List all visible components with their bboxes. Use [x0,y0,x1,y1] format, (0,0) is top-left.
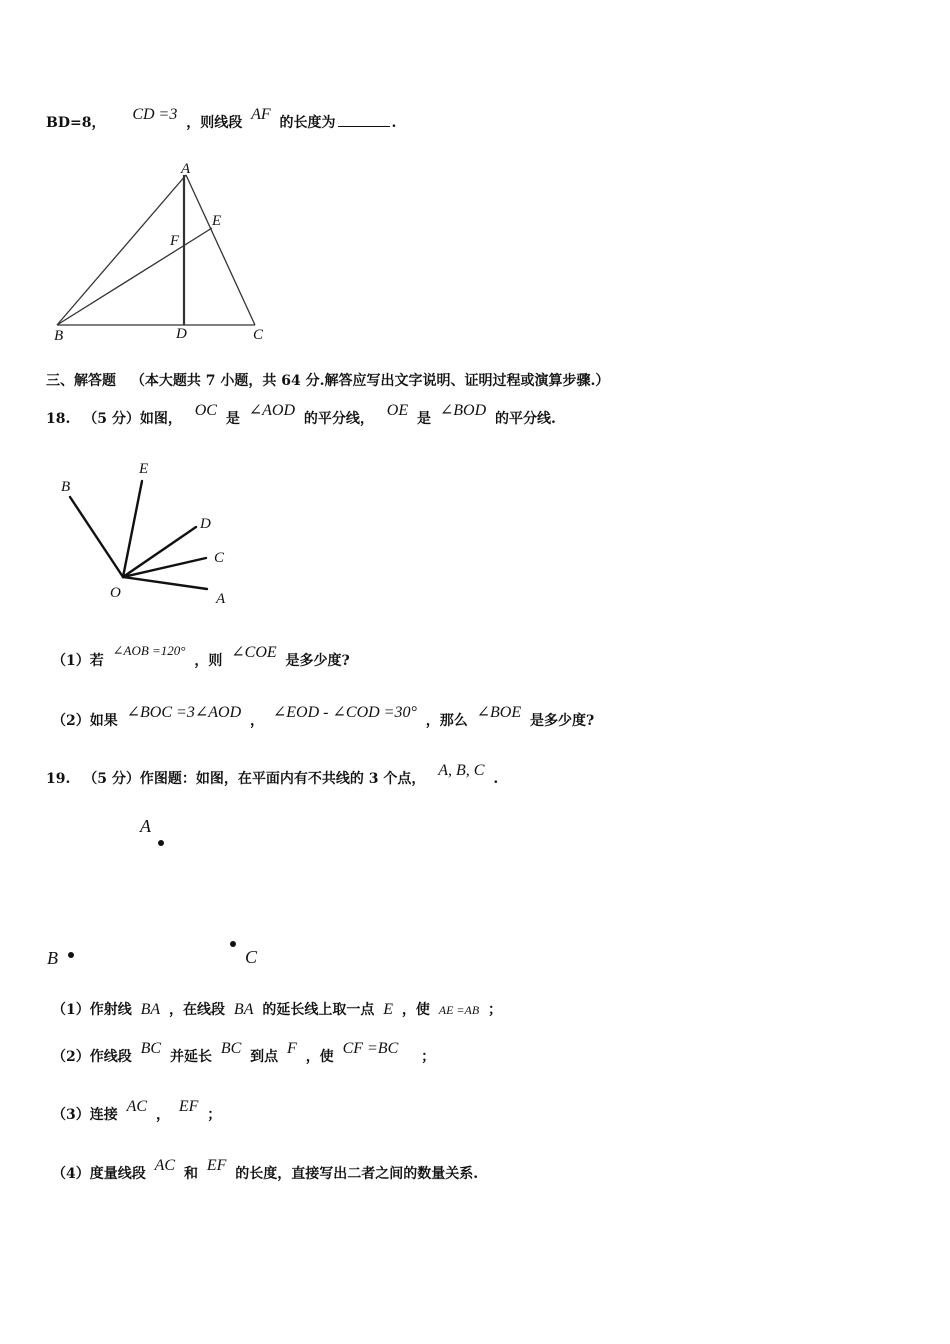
ray-label-c: C [214,550,225,566]
ray-label-b: B [61,479,71,495]
q19-p2-bc2: BC [220,1040,242,1057]
label-f: F [170,233,180,249]
q18-is2: 是 [416,411,431,427]
ray-label-o: O [110,585,121,601]
ray-label-d: D [200,516,211,532]
q19-p1-e: E [383,1001,393,1018]
rays-figure [55,455,255,615]
q18-bisector2: 的平分线. [495,411,556,427]
q18-part2 [52,704,595,730]
q19-p4-tail: 的长度，直接写出二者之间的数量关系. [235,1166,479,1182]
label-c: C [253,327,264,343]
label-b: B [54,328,64,344]
q18-p2-label: （2）如果 [52,713,118,729]
q19-p4-and: 和 [183,1166,198,1182]
q17-cd-expr: CD =3 [132,106,178,123]
q18-oc: OC [194,402,217,419]
q19-p2-eq: CF =BC [342,1040,399,1057]
q18-score: （5 分）如图， [83,411,182,427]
q18-p1-label: （1）若 [52,653,104,669]
q19-points: A, B, C [438,762,485,779]
side-ac [186,175,255,325]
q19-end: . [493,771,499,787]
section-heading [46,370,609,390]
ray-oe [123,481,142,577]
q19-p2-label: （2）作线段 [52,1049,132,1065]
q19-p1-label: （1）作射线 [52,1002,132,1018]
q19-p2-t1: 并延长 [169,1049,212,1065]
q19-p2-f: F [287,1040,297,1057]
segment-be [57,228,212,325]
label-a: A [181,161,191,177]
q19-p1-t2: 的延长线上取一点 [262,1002,375,1018]
q18-p1-ask: ∠COE [231,644,277,661]
q17-suffix: 的长度为 [279,115,336,131]
q17-answer-line [46,106,397,132]
q19-number: 19. [46,771,71,787]
q18-part1 [52,643,350,670]
q19-part3 [52,1098,222,1124]
triangle-figure [40,155,300,355]
points-figure [40,812,300,972]
q19-stem [46,762,499,788]
q19-p2-t3: ，使 [305,1049,334,1065]
q18-p2-cond2: ∠EOD - ∠COD =30° [272,704,417,721]
side-ab [57,175,186,325]
q19-part1 [52,999,502,1019]
q18-bisector1: 的平分线， [303,411,374,427]
q18-p2-cond1: ∠BOC =3∠AOD [126,704,242,721]
q19-p1-eq: AE =AB [438,1003,480,1017]
q17-mid: ，则线段 [186,115,243,131]
q19-p2-t2: 到点 [250,1049,279,1065]
q19-p3-ac: AC [126,1098,148,1115]
q19-p1-t1: ，在线段 [169,1002,226,1018]
q19-p2-end: ； [421,1049,436,1065]
ray-label-e: E [139,461,149,477]
q19-p2-bc1: BC [140,1040,162,1057]
point-a [158,840,164,846]
ray-label-a: A [216,591,226,607]
q19-part4 [52,1157,479,1183]
q17-end: . [391,115,397,131]
q19-p1-ba1: BA [140,1001,161,1018]
q18-p1-given: ∠AOB =120° [112,643,186,658]
ray-oa [123,577,207,589]
q19-p4-ef: EF [206,1157,227,1174]
q19-p3-label: （3）连接 [52,1107,118,1123]
q19-part2 [52,1040,436,1066]
q18-aod: ∠AOD [248,402,296,419]
q19-text: （5 分）作图题：如图，在平面内有不共线的 3 个点， [83,771,426,787]
point-label-c: C [245,947,258,967]
q18-is1: 是 [225,411,240,427]
q19-p3-comma: ， [155,1107,170,1123]
q19-p3-ef: EF [178,1098,199,1115]
point-c [230,941,236,947]
q18-number: 18. [46,411,71,427]
q18-p1-tail: 是多少度? [285,653,350,669]
point-label-a: A [140,816,151,836]
q17-af-expr: AF [251,106,271,123]
q19-p1-ba2: BA [233,1001,254,1018]
q18-p2-comma: ， [250,713,264,729]
q19-p3-end: ； [207,1107,222,1123]
q18-oe: OE [386,402,409,419]
q18-stem [46,402,556,428]
section-title: 三、解答题 [46,373,116,389]
answer-blank[interactable] [338,114,390,127]
label-d: D [176,326,187,342]
q19-p4-label: （4）度量线段 [52,1166,146,1182]
point-b [68,952,74,958]
q18-p1-then: ，则 [194,653,223,669]
point-label-b: B [47,948,58,968]
q18-p2-then: ，那么 [425,713,468,729]
q17-prefix: BD=8， [46,115,106,131]
q19-p1-t3: ，使 [401,1002,430,1018]
q18-p2-ask: ∠BOE [476,704,522,721]
q19-p1-end: ； [488,1002,503,1018]
q18-p2-tail: 是多少度? [530,713,595,729]
q19-p4-ac: AC [154,1157,176,1174]
section-note: （本大题共 7 小题，共 64 分.解答应写出文字说明、证明过程或演算步骤.） [130,373,610,389]
q18-bod: ∠BOD [439,402,487,419]
ray-ob [70,497,123,577]
label-e: E [212,213,222,229]
